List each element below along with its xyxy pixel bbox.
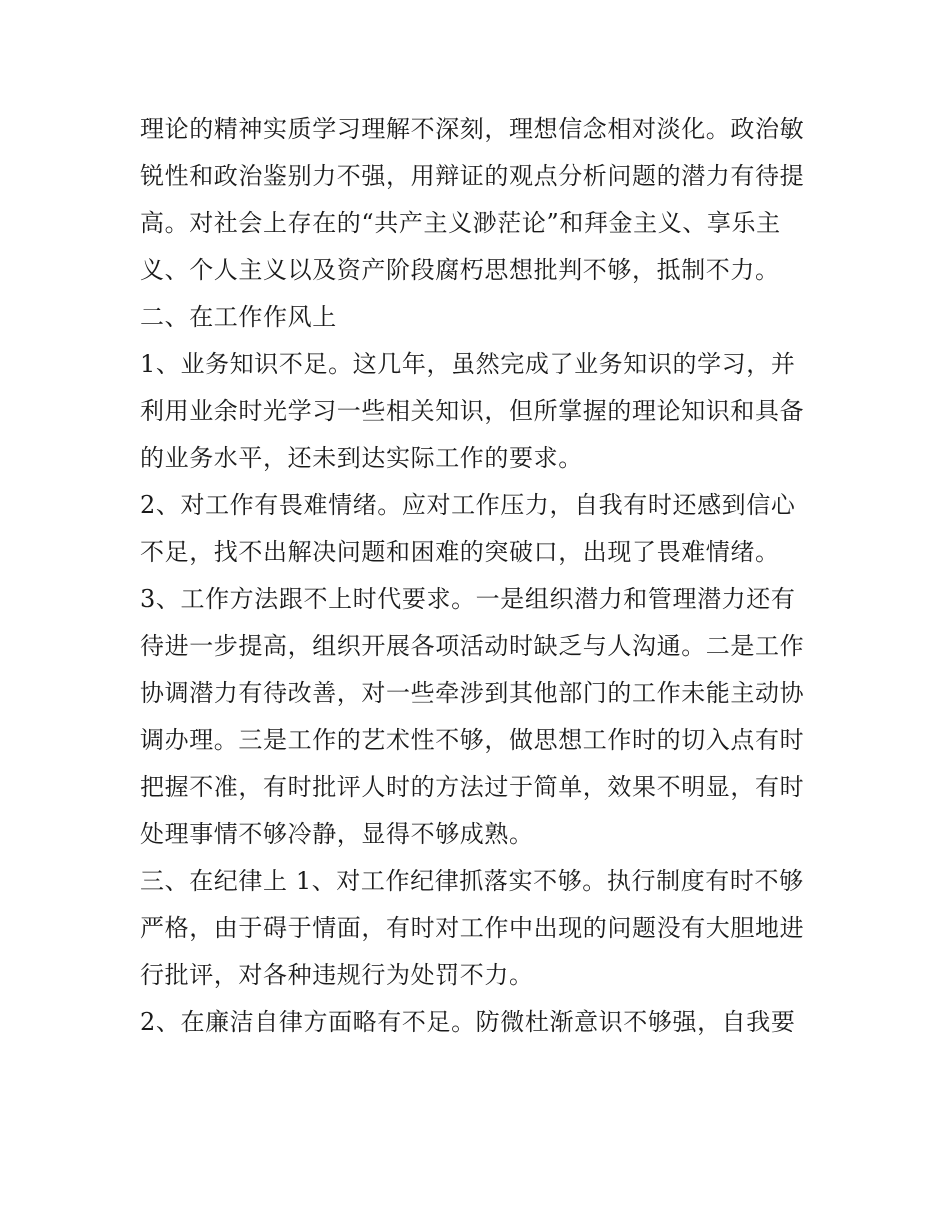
text-line: 行批评，对各种违规行为处罚不力。 bbox=[140, 961, 534, 989]
text-line: 锐性和政治鉴别力不强，用辩证的观点分析问题的潜力有待提 bbox=[140, 162, 805, 190]
text-line: 待进一步提高，组织开展各项活动时缺乏与人沟通。二是工作 bbox=[140, 632, 805, 660]
text-line: 高。对社会上存在的“共产主义渺茫论”和拜金主义、享乐主 bbox=[140, 209, 781, 237]
text-line: 利用业余时光学习一些相关知识，但所掌握的理论知识和具备 bbox=[140, 397, 805, 425]
text-line: 3、工作方法跟不上时代要求。一是组织潜力和管理潜力还有 bbox=[140, 585, 796, 613]
document-body bbox=[140, 106, 820, 1046]
text-line: 把握不准，有时批评人时的方法过于简单，效果不明显，有时 bbox=[140, 773, 805, 801]
text-line: 协调潜力有待改善，对一些牵涉到其他部门的工作未能主动协 bbox=[140, 679, 805, 707]
text-line: 2、在廉洁自律方面略有不足。防微杜渐意识不够强，自我要 bbox=[140, 1008, 796, 1036]
text-line: 严格，由于碍于情面，有时对工作中出现的问题没有大胆地进 bbox=[140, 914, 805, 942]
text-line: 不足，找不出解决问题和困难的突破口，出现了畏难情绪。 bbox=[140, 538, 780, 566]
text-line: 2、对工作有畏难情绪。应对工作压力，自我有时还感到信心 bbox=[140, 491, 796, 519]
text-line: 调办理。三是工作的艺术性不够，做思想工作时的切入点有时 bbox=[140, 726, 805, 754]
text-line: 处理事情不够冷静，显得不够成熟。 bbox=[140, 820, 534, 848]
text-line: 义、个人主义以及资产阶段腐朽思想批判不够，抵制不力。 bbox=[140, 256, 780, 284]
section-heading: 二、在工作作风上 bbox=[140, 303, 337, 331]
text-line: 1、业务知识不足。这几年，虽然完成了业务知识的学习，并 bbox=[140, 350, 796, 378]
section-heading: 三、在纪律上 1、对工作纪律抓落实不够。执行制度有时不够 bbox=[140, 867, 804, 895]
text-line: 理论的精神实质学习理解不深刻，理想信念相对淡化。政治敏 bbox=[140, 115, 805, 143]
text-line: 的业务水平，还未到达实际工作的要求。 bbox=[140, 444, 583, 472]
